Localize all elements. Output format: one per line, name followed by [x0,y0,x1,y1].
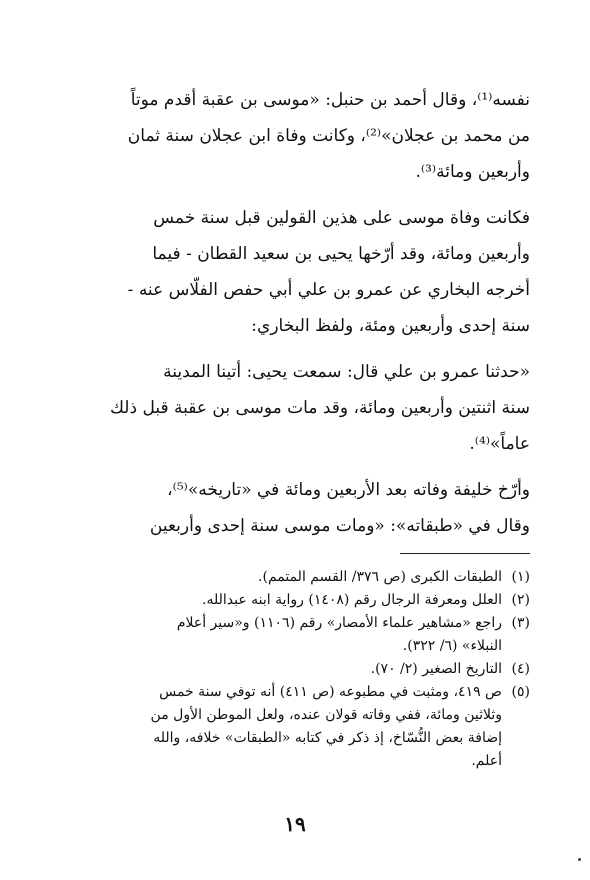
text-line: وأربعين ومائة⁽³⁾. [415,162,530,182]
text-line: وأربعين ومائة، وقد أرّخها يحيى بن سعيد القطان - فيما [152,244,530,264]
footnote-divider [400,553,530,554]
text-line: وأرّخ خليفة وفاته بعد الأربعين ومائة في «تاريخه»⁽⁵⁾، [167,480,530,500]
text-line: الطبقات الكبرى (ص ٣٧٦/ القسم المتمم). [258,569,502,585]
paragraph [60,82,530,190]
text-line: فكانت وفاة موسى على هذين القولين قبل سنة خمس [153,208,530,228]
paragraph [60,472,530,544]
footnote-text [50,589,502,612]
text-line: وثلاثين ومائة، ففي وفاته قولان عنده، ولعل الموطن الأول من [150,707,502,723]
text-line: سنة إحدى وأربعين ومئة، ولفظ البخاري: [251,316,530,336]
footnote [50,589,530,612]
text-line: من محمد بن عجلان»⁽²⁾، وكانت وفاة ابن عجلان سنة ثمان [127,126,530,146]
text-line: أعلم. [471,753,502,769]
footnote-text [50,681,502,773]
text-line: وقال في «طبقاته»: «ومات موسى سنة إحدى وأربعين [149,516,530,536]
paragraph [60,200,530,344]
text-line: «حدثنا عمرو بن علي قال: سمعت يحيى: أتينا المدينة [163,362,530,382]
footnote [50,612,530,658]
footnote-number: (٥) [511,684,530,700]
text-line: نفسه⁽¹⁾، وقال أحمد بن حنبل: «موسى بن عقبة أقدم موتاً [130,90,530,110]
footnote [50,566,530,589]
footnote-text [50,566,502,589]
footnote-number: (٤) [511,661,530,677]
text-line: إضافة بعض النُّسّاخ، إذ ذكر في كتابه «الطبقات» خلافه، والله [153,730,502,746]
text-line: العلل ومعرفة الرجال رقم (١٤٠٨) رواية ابنه عبدالله. [202,592,502,608]
text-line: التاريخ الصغير (٢/ ٧٠). [370,661,502,677]
footnote [50,681,530,773]
footnote [50,658,530,681]
footnote-text [50,658,502,681]
text-line: ص ٤١٩، ومثبت في مطبوعه (ص ٤١١) أنه توفي سنة خمس [159,684,502,700]
paragraph [60,354,530,462]
footnote-number: (١) [511,569,530,585]
main-text [60,82,530,544]
text-line: عاماً»⁽⁴⁾. [469,434,530,454]
text-line: أخرجه البخاري عن عمرو بن علي أبي حفص الفلّاس عنه - [127,280,530,300]
text-line: راجع «مشاهير علماء الأمصار» رقم (١١٠٦) و«سير أعلام [176,615,502,631]
text-line: النبلاء» (٦/ ٣٢٢). [402,638,502,654]
footnote-text [50,612,502,658]
text-line: سنة اثنتين وأربعين ومائة، وقد مات موسى بن عقبة قبل ذلك [109,398,530,418]
page-number: ١٩ [284,812,306,836]
footnotes [50,566,530,773]
scan-speck [578,858,581,861]
footnote-number: (٣) [511,615,530,631]
footnote-number: (٢) [511,592,530,608]
